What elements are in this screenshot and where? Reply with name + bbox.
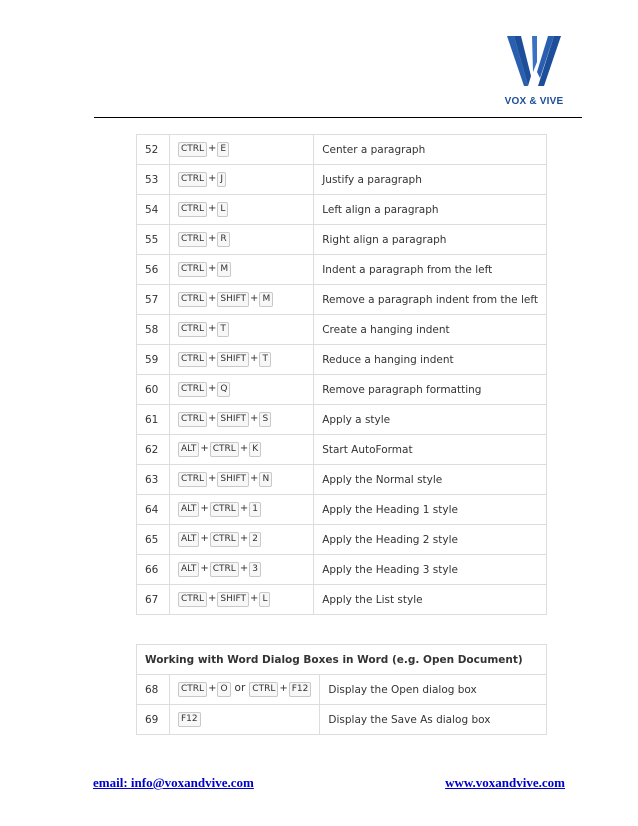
shortcut-number: 65: [137, 525, 170, 555]
shortcut-number: 64: [137, 495, 170, 525]
plus-sign: +: [208, 383, 217, 394]
key-cap: SHIFT: [217, 412, 249, 427]
plus-sign: +: [250, 473, 259, 484]
key-cap: SHIFT: [217, 592, 249, 607]
key-cap: M: [217, 262, 231, 277]
key-cap: CTRL: [210, 502, 239, 517]
key-cap: 2: [249, 532, 261, 547]
key-cap: ALT: [178, 502, 199, 517]
table-row: [137, 345, 547, 375]
key-cap: CTRL: [178, 472, 207, 487]
combo-separator: or: [234, 682, 246, 694]
table-row: [137, 225, 547, 255]
key-cap: O: [217, 682, 230, 697]
plus-sign: +: [208, 143, 217, 154]
vox-vive-logo: [498, 32, 570, 112]
shortcut-description: Left align a paragraph: [314, 195, 547, 225]
plus-sign: +: [239, 503, 249, 514]
shortcut-number: 52: [137, 135, 170, 165]
table-row: [137, 255, 547, 285]
plus-sign: +: [208, 293, 217, 304]
plus-sign: +: [250, 593, 259, 604]
plus-sign: +: [208, 683, 217, 694]
footer-email-link[interactable]: email: info@voxandvive.com: [93, 775, 254, 790]
key-cap: E: [217, 142, 229, 157]
header-divider: [94, 117, 582, 118]
shortcut-keys: [169, 315, 313, 345]
key-cap: SHIFT: [217, 352, 249, 367]
plus-sign: +: [208, 413, 217, 424]
key-cap: 1: [249, 502, 261, 517]
shortcut-description: Reduce a hanging indent: [314, 345, 547, 375]
shortcut-description: Remove a paragraph indent from the left: [314, 285, 547, 315]
table-row: [137, 405, 547, 435]
logo-v-mark-icon: [498, 32, 570, 94]
key-cap: CTRL: [249, 682, 278, 697]
logo-text: VOX & VIVE: [504, 96, 564, 107]
plus-sign: +: [208, 173, 217, 184]
key-cap: CTRL: [178, 202, 207, 217]
key-cap: S: [259, 412, 271, 427]
key-cap: CTRL: [210, 532, 239, 547]
shortcut-description: Center a paragraph: [314, 135, 547, 165]
shortcut-number: 56: [137, 255, 170, 285]
shortcut-description: Display the Open dialog box: [320, 675, 547, 705]
key-cap: CTRL: [178, 172, 207, 187]
key-cap: CTRL: [178, 262, 207, 277]
table-row: [137, 495, 547, 525]
shortcut-description: Right align a paragraph: [314, 225, 547, 255]
plus-sign: +: [200, 503, 209, 514]
key-cap: ALT: [178, 562, 199, 577]
shortcut-description: Apply the Normal style: [314, 465, 547, 495]
shortcut-keys: [169, 195, 313, 225]
key-cap: CTRL: [178, 592, 207, 607]
key-cap: CTRL: [178, 352, 207, 367]
shortcut-description: Apply a style: [314, 405, 547, 435]
shortcut-keys: [169, 495, 313, 525]
shortcut-description: Apply the Heading 2 style: [314, 525, 547, 555]
shortcut-keys: [169, 585, 313, 615]
key-cap: SHIFT: [217, 472, 249, 487]
table-row: [137, 135, 547, 165]
key-cap: T: [259, 352, 271, 367]
shortcut-keys: [170, 705, 320, 735]
key-cap: Q: [217, 382, 230, 397]
shortcut-description: Remove paragraph formatting: [314, 375, 547, 405]
shortcut-number: 61: [137, 405, 170, 435]
key-cap: 3: [249, 562, 261, 577]
plus-sign: +: [208, 593, 217, 604]
shortcut-keys: [169, 285, 313, 315]
shortcut-keys: [169, 345, 313, 375]
plus-sign: +: [208, 203, 217, 214]
table-row: [137, 375, 547, 405]
key-cap: CTRL: [210, 442, 239, 457]
shortcut-number: 68: [137, 675, 170, 705]
table-row: [137, 285, 547, 315]
plus-sign: +: [250, 353, 259, 364]
key-cap: CTRL: [178, 382, 207, 397]
shortcut-number: 59: [137, 345, 170, 375]
shortcut-number: 60: [137, 375, 170, 405]
plus-sign: +: [208, 263, 217, 274]
key-cap: CTRL: [210, 562, 239, 577]
key-cap: ALT: [178, 532, 199, 547]
key-cap: R: [217, 232, 229, 247]
shortcut-keys: [169, 465, 313, 495]
key-cap: N: [259, 472, 272, 487]
key-cap: CTRL: [178, 322, 207, 337]
table-row: [137, 465, 547, 495]
table-row: [137, 435, 547, 465]
key-cap: CTRL: [178, 682, 207, 697]
shortcut-keys: [169, 375, 313, 405]
key-cap: SHIFT: [217, 292, 249, 307]
shortcut-keys: [169, 165, 313, 195]
key-cap: CTRL: [178, 292, 207, 307]
table-row: [137, 315, 547, 345]
shortcuts-table: [136, 134, 547, 615]
shortcut-keys: [170, 675, 320, 705]
shortcut-number: 69: [137, 705, 170, 735]
plus-sign: +: [208, 233, 217, 244]
shortcut-description: Apply the Heading 1 style: [314, 495, 547, 525]
shortcut-description: Display the Save As dialog box: [320, 705, 547, 735]
key-cap: L: [259, 592, 270, 607]
dialog-shortcuts-table: [136, 644, 547, 735]
key-cap: L: [217, 202, 228, 217]
shortcut-number: 54: [137, 195, 170, 225]
footer-website-link[interactable]: www.voxandvive.com: [445, 775, 565, 790]
plus-sign: +: [279, 683, 288, 694]
key-cap: K: [249, 442, 261, 457]
plus-sign: +: [239, 533, 249, 544]
table-row: [137, 165, 547, 195]
key-cap: J: [217, 172, 226, 187]
table-row: [137, 585, 547, 615]
plus-sign: +: [200, 443, 209, 454]
shortcut-description: Create a hanging indent: [314, 315, 547, 345]
shortcut-keys: [169, 555, 313, 585]
key-cap: T: [217, 322, 229, 337]
plus-sign: +: [200, 563, 209, 574]
shortcut-keys: [169, 135, 313, 165]
key-cap: CTRL: [178, 412, 207, 427]
plus-sign: +: [208, 473, 217, 484]
plus-sign: +: [239, 443, 249, 454]
shortcut-description: Apply the Heading 3 style: [314, 555, 547, 585]
plus-sign: +: [200, 533, 209, 544]
section-header-row: [137, 645, 547, 675]
shortcut-keys: [169, 255, 313, 285]
plus-sign: +: [250, 413, 259, 424]
key-cap: CTRL: [178, 232, 207, 247]
shortcut-number: 67: [137, 585, 170, 615]
plus-sign: +: [208, 353, 217, 364]
plus-sign: +: [239, 563, 249, 574]
shortcut-number: 57: [137, 285, 170, 315]
shortcut-description: Start AutoFormat: [314, 435, 547, 465]
table-row: [137, 555, 547, 585]
key-cap: F12: [178, 712, 201, 727]
table-row: [137, 195, 547, 225]
table-row: [137, 675, 547, 705]
shortcut-keys: [169, 435, 313, 465]
table-row: [137, 525, 547, 555]
shortcut-number: 62: [137, 435, 170, 465]
key-cap: F12: [289, 682, 312, 697]
shortcut-keys: [169, 525, 313, 555]
table-row: [137, 705, 547, 735]
shortcut-number: 63: [137, 465, 170, 495]
key-cap: CTRL: [178, 142, 207, 157]
plus-sign: +: [208, 323, 217, 334]
plus-sign: +: [250, 293, 259, 304]
key-cap: M: [259, 292, 273, 307]
shortcut-keys: [169, 405, 313, 435]
shortcut-description: Justify a paragraph: [314, 165, 547, 195]
shortcut-description: Indent a paragraph from the left: [314, 255, 547, 285]
shortcut-number: 53: [137, 165, 170, 195]
shortcut-number: 55: [137, 225, 170, 255]
section-title: Working with Word Dialog Boxes in Word (e.g. Open Document): [137, 645, 547, 675]
shortcut-number: 66: [137, 555, 170, 585]
key-cap: ALT: [178, 442, 199, 457]
shortcut-description: Apply the List style: [314, 585, 547, 615]
shortcut-number: 58: [137, 315, 170, 345]
shortcut-keys: [169, 225, 313, 255]
